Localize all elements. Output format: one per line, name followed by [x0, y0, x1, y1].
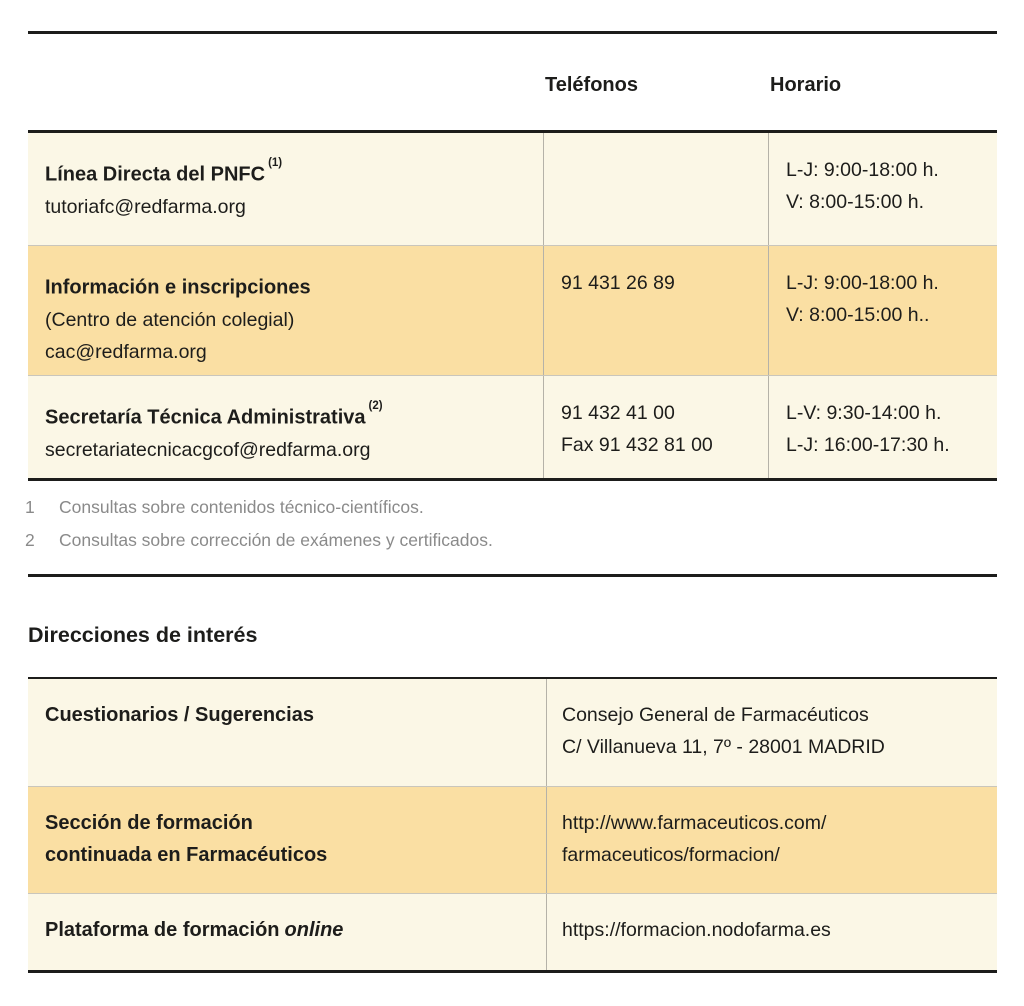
footnote-ref: (2) [368, 400, 383, 412]
phone-line: 91 432 41 00 [561, 402, 675, 424]
url-line: farmaceuticos/formacion/ [562, 844, 780, 866]
contact-table-header [28, 72, 997, 98]
contact-name-cell [28, 376, 543, 478]
footnote-number: 1 [25, 497, 35, 517]
contact-table-bottom-rule [28, 478, 997, 481]
table-row [28, 133, 997, 245]
footnote-text: Consultas sobre corrección de exámenes y certificados. [59, 530, 493, 550]
address-label: Plataforma de formación [45, 919, 280, 941]
address-label-line [45, 839, 534, 871]
address-label-line [45, 699, 534, 731]
phone-cell [543, 376, 768, 478]
contact-title: Secretaría Técnica Administrativa [45, 406, 366, 429]
address-label: Cuestionarios / Sugerencias [45, 704, 314, 726]
section-divider-rule [28, 574, 997, 577]
table-row [28, 679, 997, 786]
contact-table [28, 133, 997, 478]
contact-email: secretariatecnicacgcof@redfarma.org [45, 438, 371, 461]
address-value-line: Consejo General de Farmacéuticos [562, 704, 869, 726]
address-label-italic: online [284, 919, 344, 941]
url-line: http://www.farmaceuticos.com/ [562, 812, 827, 834]
column-header-telefonos: Teléfonos [545, 74, 638, 96]
address-value-cell [546, 679, 997, 786]
footnote [25, 491, 493, 524]
footnote [25, 524, 493, 557]
contact-title-line [45, 154, 531, 191]
schedule-line: L-J: 9:00-18:00 h. [786, 159, 939, 181]
top-rule [28, 31, 997, 34]
contact-title: Información e inscripciones [45, 276, 311, 299]
table-row [28, 245, 997, 375]
address-label-cell [28, 679, 546, 786]
url-line: https://formacion.nodofarma.es [562, 919, 831, 941]
address-value-cell [546, 787, 997, 893]
footnote-text: Consultas sobre contenidos técnico-científicos. [59, 497, 424, 517]
footnotes [25, 491, 493, 557]
footnote-ref: (1) [268, 157, 283, 169]
addresses-table-bottom-rule [28, 970, 997, 973]
fax-line: Fax 91 432 81 00 [561, 434, 713, 456]
schedule-line: L-J: 16:00-17:30 h. [786, 434, 950, 456]
table-row [28, 786, 997, 893]
schedule-line: L-V: 9:30-14:00 h. [786, 402, 942, 424]
phone-cell [543, 133, 768, 245]
schedule-cell [768, 246, 997, 375]
address-label-line [45, 807, 534, 839]
contact-name-cell [28, 246, 543, 375]
schedule-cell [768, 133, 997, 245]
table-row [28, 893, 997, 970]
address-label-cell [28, 894, 546, 970]
contact-title: Línea Directa del PNFC [45, 163, 266, 186]
address-label-cell [28, 787, 546, 893]
column-header-empty [28, 72, 543, 98]
schedule-line: V: 8:00-15:00 h.. [786, 304, 930, 326]
footnote-number: 2 [25, 530, 35, 550]
address-label: Sección de formación [45, 812, 253, 834]
addresses-table [28, 679, 997, 970]
address-label-line [45, 914, 534, 946]
column-header-horario: Horario [770, 74, 842, 96]
contact-email: tutoriafc@redfarma.org [45, 195, 246, 218]
contact-title-line [45, 267, 531, 304]
phone-line: 91 431 26 89 [561, 272, 675, 294]
schedule-cell [768, 376, 997, 478]
contact-subtitle: (Centro de atención colegial) [45, 308, 295, 331]
table-row [28, 375, 997, 478]
schedule-line: V: 8:00-15:00 h. [786, 191, 925, 213]
section-heading: Direcciones de interés [28, 623, 258, 647]
contact-email: cac@redfarma.org [45, 340, 207, 363]
contact-title-line [45, 397, 531, 434]
address-label: continuada en Farmacéuticos [45, 844, 328, 866]
phone-cell [543, 246, 768, 375]
address-value-cell [546, 894, 997, 970]
address-value-line: C/ Villanueva 11, 7º - 28001 MADRID [562, 736, 885, 758]
schedule-line: L-J: 9:00-18:00 h. [786, 272, 939, 294]
contact-name-cell [28, 133, 543, 245]
